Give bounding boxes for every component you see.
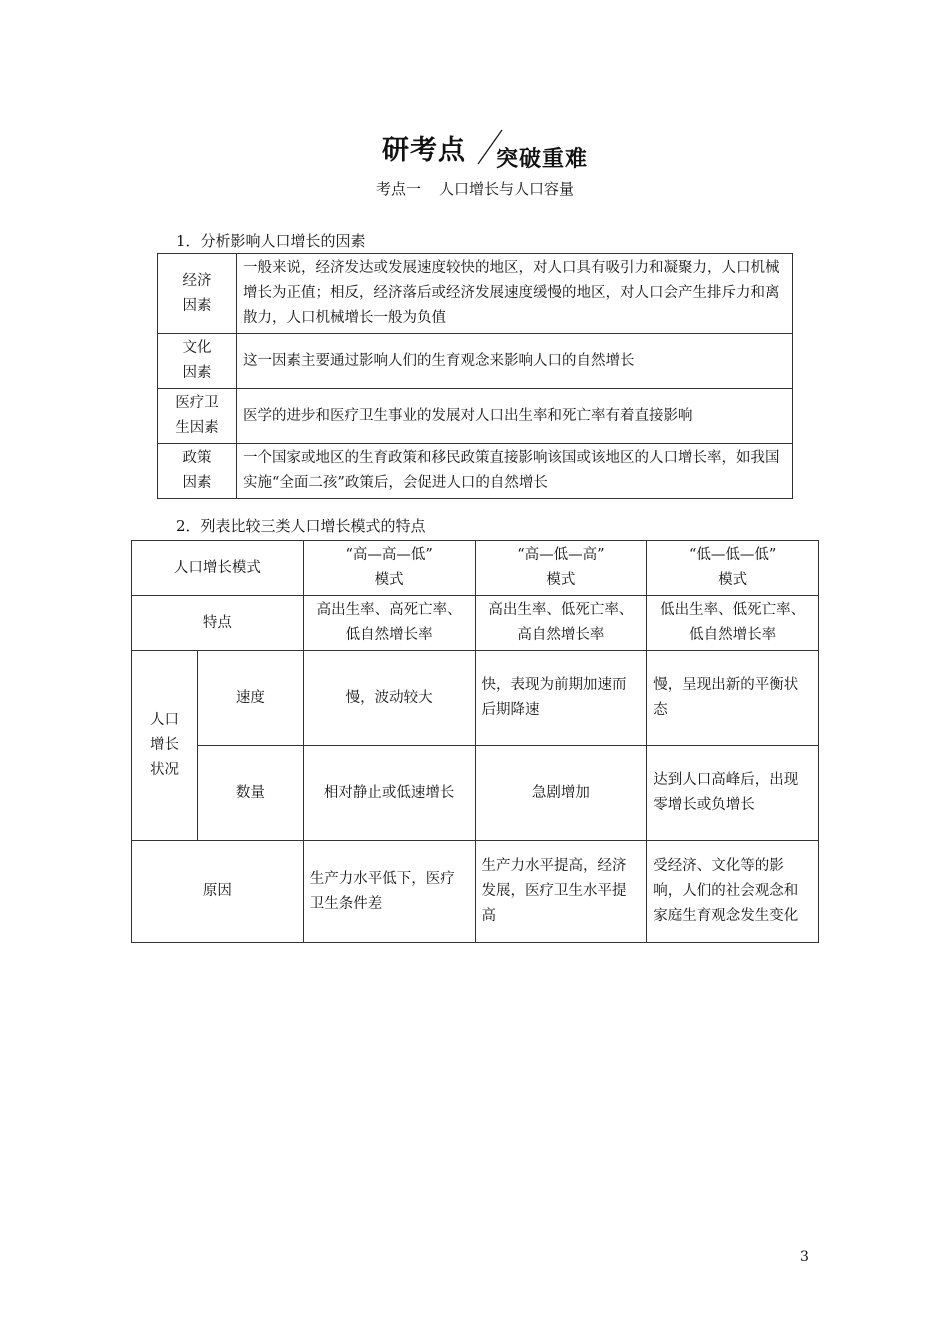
header-cell: “高—高—低” 模式 [303, 541, 475, 596]
subheading [0, 178, 950, 199]
factor-desc: 这一因素主要通过影响人们的生育观念来影响人口的自然增长 [237, 334, 793, 389]
table-cell: 相对静止或低速增长 [303, 746, 475, 841]
subheading-title: 人口增长与人口容量 [439, 180, 575, 198]
table-cell: 受经济、文化等的影响，人们的社会观念和家庭生育观念发生变化 [647, 841, 819, 943]
speed-label: 速度 [197, 651, 303, 746]
section-banner [378, 128, 608, 174]
table-cell: 达到人口高峰后，出现零增长或负增长 [647, 746, 819, 841]
table-cell: 低出生率、低死亡率、 低自然增长率 [647, 596, 819, 651]
factor-cell: 医疗卫 生因素 [158, 389, 237, 444]
factors-table [157, 253, 793, 499]
factor-cell: 经济 因素 [158, 254, 237, 334]
table-cell: 快，表现为前期加速而后期降速 [475, 651, 647, 746]
subheading-number: 考点一 [375, 180, 421, 198]
section1-title: 1．分析影响人口增长的因素 [176, 232, 366, 250]
table-row [158, 254, 793, 334]
table-row [158, 334, 793, 389]
factor-cell: 政策 因素 [158, 444, 237, 499]
table-row [132, 651, 819, 746]
factor-desc: 一般来说，经济发达或发展速度较快的地区，对人口具有吸引力和凝聚力，人口机械增长为正值；相反，经济落后或经济发展速度缓慢的地区，对人口会产生排斥力和离散力，人口机械增长一般为负值 [237, 254, 793, 334]
section2-title: 2．列表比较三类人口增长模式的特点 [176, 517, 426, 535]
table-cell: 高出生率、高死亡率、 低自然增长率 [303, 596, 475, 651]
table-cell: 慢，呈现出新的平衡状态 [647, 651, 819, 746]
table-cell: 急剧增加 [475, 746, 647, 841]
factor-cell: 文化 因素 [158, 334, 237, 389]
header-cell: “高—低—高” 模式 [475, 541, 647, 596]
header-cell: “低—低—低” 模式 [647, 541, 819, 596]
table-cell: 慢，波动较大 [303, 651, 475, 746]
page-number: 3 [800, 1249, 809, 1265]
features-label: 特点 [132, 596, 304, 651]
table-row [132, 746, 819, 841]
banner-right-text: 突破重难 [496, 147, 589, 172]
reason-label: 原因 [132, 841, 304, 943]
table-cell: 生产力水平低下，医疗卫生条件差 [303, 841, 475, 943]
factor-desc: 一个国家或地区的生育政策和移民政策直接影响该国或该地区的人口增长率，如我国实施“全面二孩”政策后，会促进人口的自然增长 [237, 444, 793, 499]
table-row [132, 596, 819, 651]
table-cell: 高出生率、低死亡率、 高自然增长率 [475, 596, 647, 651]
growth-model-table [131, 540, 819, 943]
table-row [132, 841, 819, 943]
table-row [158, 444, 793, 499]
table-row [132, 541, 819, 596]
banner-left-text: 研考点 [382, 135, 466, 166]
table-cell: 生产力水平提高，经济发展，医疗卫生水平提高 [475, 841, 647, 943]
quantity-label: 数量 [197, 746, 303, 841]
header-label: 人口增长模式 [132, 541, 304, 596]
factor-desc: 医学的进步和医疗卫生事业的发展对人口出生率和死亡率有着直接影响 [237, 389, 793, 444]
status-label: 人口 增长 状况 [132, 651, 198, 841]
table-row [158, 389, 793, 444]
